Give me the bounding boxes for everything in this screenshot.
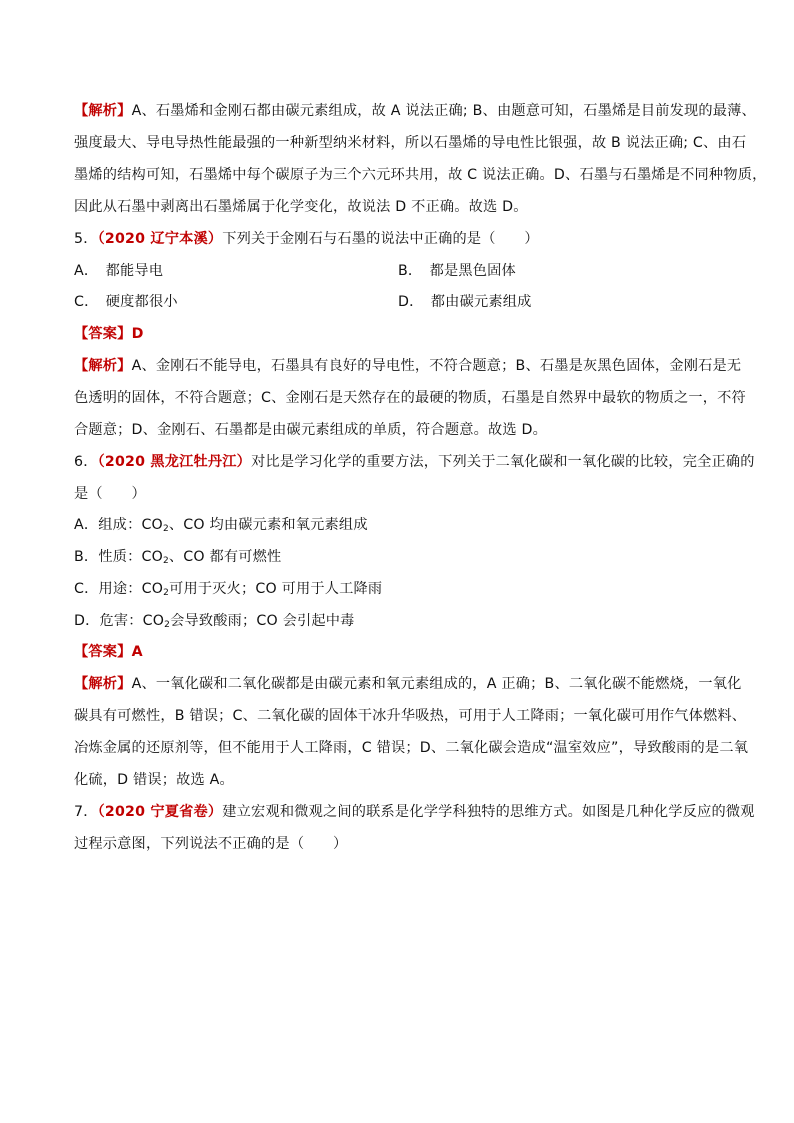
explain-label: 【解析】 bbox=[74, 358, 132, 374]
question-text: 下列关于金刚石与石墨的说法中正确的是（ ） bbox=[222, 231, 539, 247]
explain-label: 【解析】 bbox=[74, 103, 132, 119]
explain-line bbox=[74, 674, 742, 694]
option-c: C． 硬度都很小 bbox=[74, 294, 178, 310]
explain-text: A、石墨烯和金刚石都由碳元素组成，故 A 说法正确; B、由题意可知，石墨烯是目前发现的最薄、 bbox=[131, 103, 756, 119]
option-b: B． 都是黑色固体 bbox=[398, 263, 516, 279]
option-d-prefix: D．危害：CO bbox=[74, 613, 165, 629]
explain-label: 【解析】 bbox=[74, 676, 132, 692]
question-number: 7． bbox=[74, 804, 98, 820]
explain-line: 因此从石墨中剥离出石墨烯属于化学变化，故说法 D 不正确。故选 D。 bbox=[74, 199, 528, 215]
question-source: （2020 宁夏省卷） bbox=[97, 804, 223, 820]
subscript: 2 bbox=[162, 556, 169, 566]
question-text-cont: 是（ ） bbox=[74, 486, 146, 502]
answer-label: 【答案】 bbox=[74, 644, 132, 660]
subscript: 2 bbox=[163, 588, 170, 598]
explain-line: 化硫，D 错误；故选 A。 bbox=[74, 772, 234, 788]
subscript: 2 bbox=[162, 524, 169, 534]
option-a bbox=[74, 515, 724, 535]
option-c-text: 可用于灭火；CO 可用于人工降雨 bbox=[169, 581, 383, 597]
explain-line bbox=[74, 356, 742, 376]
question-number: 5． bbox=[74, 231, 98, 247]
option-c bbox=[74, 579, 724, 599]
question-6-stem bbox=[74, 452, 755, 472]
question-7-stem bbox=[74, 802, 755, 822]
answer-label: 【答案】 bbox=[74, 326, 132, 342]
answer-value: D bbox=[131, 326, 144, 342]
question-text: 对比是学习化学的重要方法，下列关于二氧化碳和一氧化碳的比较，完全正确的 bbox=[251, 454, 755, 470]
question-5-stem bbox=[74, 229, 724, 249]
explain-line: 色透明的固体，不符合题意；C、金刚石是天然存在的最硬的物质，石墨是自然界中最软的物质之一，不符 bbox=[74, 390, 746, 406]
explain-line: 碳具有可燃性，B 错误；C、二氧化碳的固体干冰升华吸热，可用于人工降雨；一氧化碳可用作气体燃料、 bbox=[74, 708, 747, 724]
question-number: 6． bbox=[74, 454, 98, 470]
option-b-prefix: B．性质：CO bbox=[74, 549, 163, 565]
options-row bbox=[74, 292, 724, 312]
explain-text: A、一氧化碳和二氧化碳都是由碳元素和氧元素组成的，A 正确；B、二氧化碳不能燃烧，一氧化 bbox=[131, 676, 742, 692]
option-d-text: 会导致酸雨；CO 会引起中毒 bbox=[170, 613, 355, 629]
explain-line bbox=[74, 101, 756, 121]
answer-value: A bbox=[131, 644, 143, 660]
explain-line: 合题意；D、金刚石、石墨都是由碳元素组成的单质，符合题意。故选 D。 bbox=[74, 422, 547, 438]
subscript: 2 bbox=[164, 620, 171, 630]
answer-line bbox=[74, 324, 724, 344]
question-text: 建立宏观和微观之间的联系是化学学科独特的思维方式。如图是几种化学反应的微观 bbox=[222, 804, 755, 820]
option-c-prefix: C．用途：CO bbox=[74, 581, 164, 597]
option-b-text: 、CO 都有可燃性 bbox=[168, 549, 282, 565]
option-d: D． 都由碳元素组成 bbox=[398, 294, 532, 310]
answer-line bbox=[74, 642, 724, 662]
explain-line: 墨烯的结构可知，石墨烯中每个碳原子为三个六元环共用，故 C 说法正确。D、石墨与石墨烯是不同种物质， bbox=[74, 167, 767, 183]
explain-line: 强度最大、导电导热性能最强的一种新型纳米材料，所以石墨烯的导电性比银强，故 B 说法正确; C、由石 bbox=[74, 135, 747, 151]
option-a: A． 都能导电 bbox=[74, 263, 164, 279]
option-d bbox=[74, 611, 724, 631]
option-a-prefix: A．组成：CO bbox=[74, 517, 163, 533]
option-b bbox=[74, 547, 724, 567]
question-source: （2020 辽宁本溪） bbox=[97, 231, 223, 247]
options-row bbox=[74, 261, 724, 281]
question-text-cont: 过程示意图，下列说法不正确的是（ ） bbox=[74, 836, 348, 852]
option-a-text: 、CO 均由碳元素和氧元素组成 bbox=[168, 517, 368, 533]
explain-text: A、金刚石不能导电，石墨具有良好的导电性，不符合题意；B、石墨是灰黑色固体，金刚石是无 bbox=[131, 358, 742, 374]
explain-line: 冶炼金属的还原剂等，但不能用于人工降雨，C 错误；D、二氧化碳会造成“温室效应”，导致酸雨的是二氧 bbox=[74, 740, 749, 756]
question-source: （2020 黑龙江牡丹江） bbox=[97, 454, 252, 470]
